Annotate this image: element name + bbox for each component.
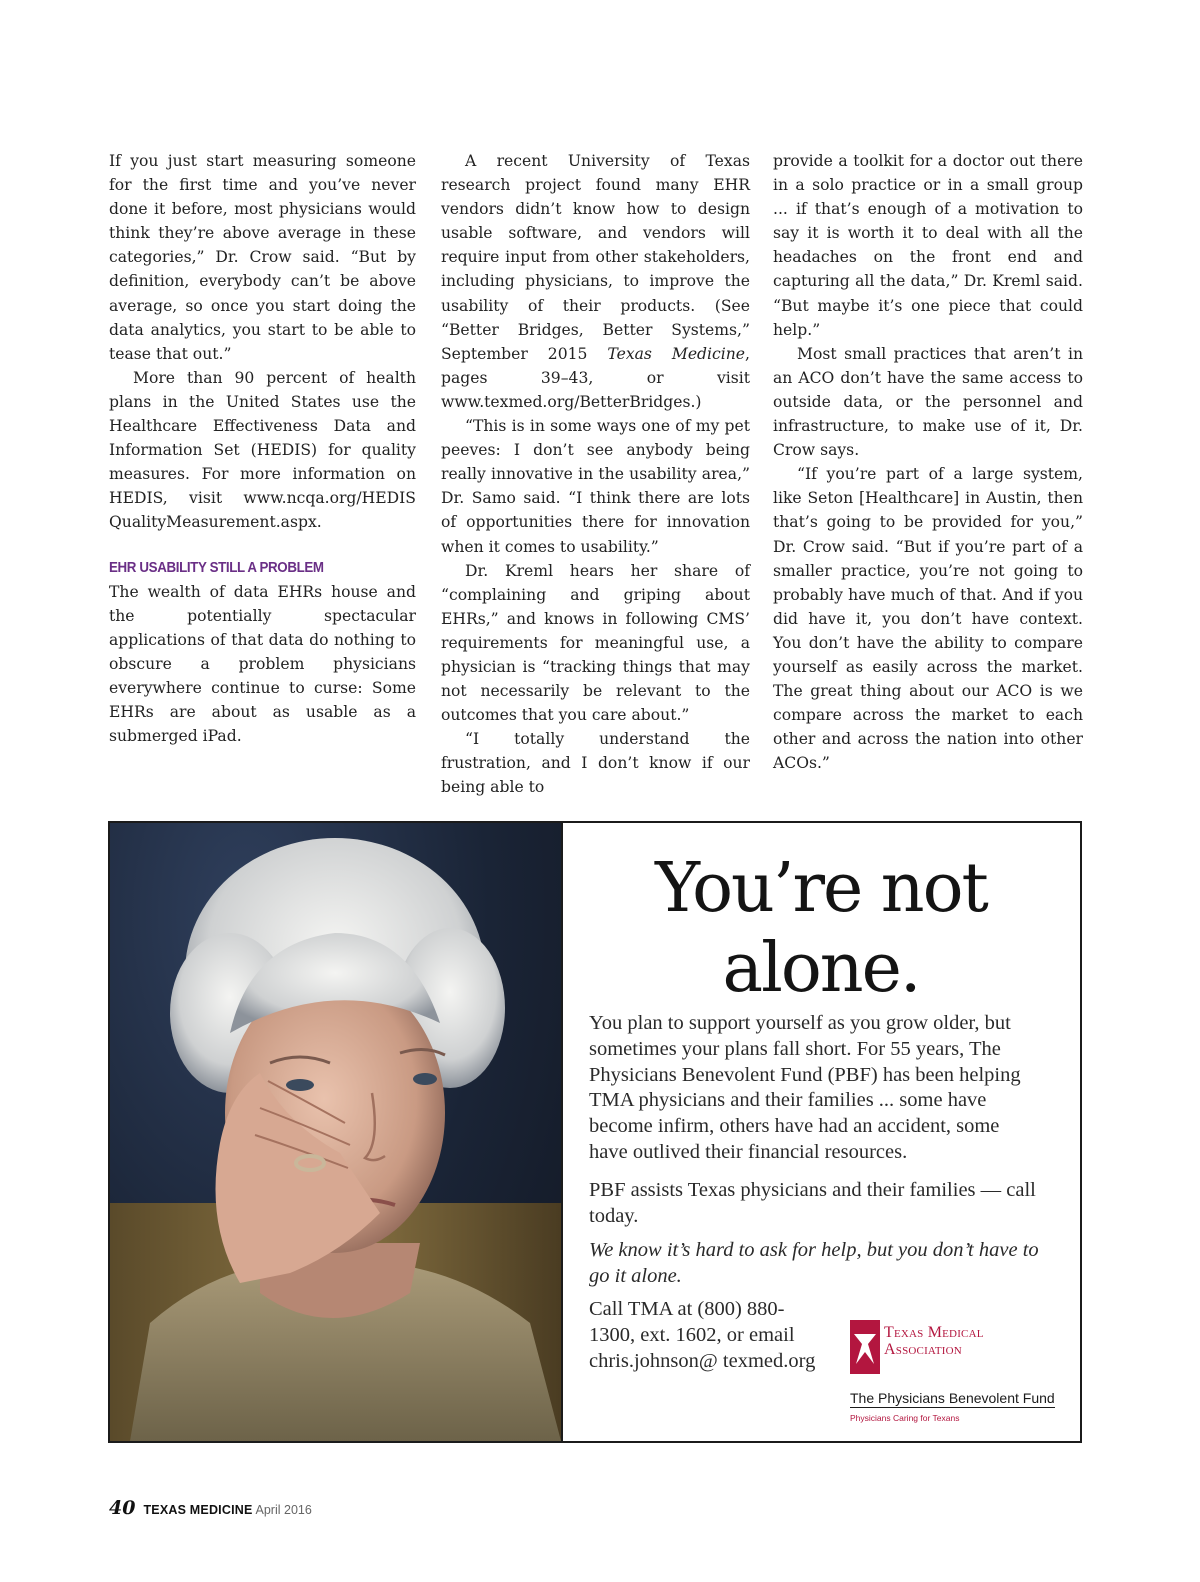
paragraph-text: A recent University of Texas research project found many EHR vendors didn’t know how to design usable software, and vendors will require input from other stakeholders, including physicians, to improve the usability of their products. (See “Better Bridges, Better Systems,” September 2015 xyxy=(441,152,750,363)
article-paragraph: More than 90 percent of health plans in the United States use the Healthcare Effectiveness Data and Information Set (HEDIS) for quality measures. For more information on HEDIS, visit www.ncqa.org/HEDIS QualityMeasurement.aspx. xyxy=(109,368,416,532)
article-paragraph: Most small practices that aren’t in an ACO don’t have the same access to outside data, or the personnel and infrastructure, to make use of it, Dr. Crow says. xyxy=(773,344,1083,460)
article-paragraph: “If you’re part of a large system, like Seton [Healthcare] in Austin, then that’s going to be provided for you,” Dr. Crow said. “But if you’re part of a smaller practice, you’re not going to probably have much of that. And if you did have it, you don’t have context. You don’t have the ability to compare yourself as easily across the market. The great thing about our ACO is we compare across the market to each other and across the nation into other ACOs.” xyxy=(773,465,1083,773)
article-paragraph: Dr. Kreml hears her share of “complaining and griping about EHRs,” and knows in following CMS’ requirements for meaningful use, a physician is “tracking things that may not necessarily be relevant to the outcomes that you care about.” xyxy=(441,561,750,725)
article-column-1 xyxy=(109,149,416,748)
article-paragraph: “This is in some ways one of my pet peeves: I don’t see anybody being really innovative in the usability area,” Dr. Samo said. “I think there are lots of opportunities there for innovation when it comes to usability.” xyxy=(441,417,750,556)
ad-contact-info: Call TMA at (800) 880-1300, ext. 1602, or email chris.johnson@ texmed.org xyxy=(589,1298,816,1372)
page-footer xyxy=(109,1497,312,1519)
tma-name-line: Texas Medical xyxy=(884,1324,984,1341)
ad-photo xyxy=(110,823,563,1441)
ad-body-paragraph: PBF assists Texas physicians and their families — call today. xyxy=(589,1179,1036,1227)
tma-name-line: Association xyxy=(884,1341,962,1358)
issue-date: April 2016 xyxy=(255,1503,312,1517)
ad-copy xyxy=(562,823,1080,1441)
article-column-3 xyxy=(773,149,1083,775)
article-paragraph xyxy=(441,149,750,414)
article-paragraph: provide a toolkit for a doctor out there in a solo practice or in a small group ... if that’s enough of a motivation to say it is worth it to deal with all the headaches on the front end and capturing all the data,” Dr. Kreml said. “But maybe it’s one piece that could help.” xyxy=(773,152,1083,339)
ad-tagline-italic: We know it’s hard to ask for help, but you don’t have to go it alone. xyxy=(589,1239,1039,1287)
woman-portrait-illustration xyxy=(110,823,561,1441)
fund-name: The Physicians Benevolent Fund xyxy=(850,1390,1055,1406)
tma-logo xyxy=(850,1320,1060,1423)
article-column-2 xyxy=(441,149,750,800)
ad-body-paragraph: You plan to support yourself as you grow older, but sometimes your plans fall short. For 55 years, The Physicians Benevolent Fund (PBF) has been helping TMA physicians and their families ... some have become infirm, others have had an accident, some have outlived their financial resources. xyxy=(589,1012,1021,1163)
advertisement xyxy=(108,821,1082,1443)
publication-title: Texas Medicine xyxy=(607,344,746,363)
ad-headline xyxy=(562,849,1080,1009)
fund-tagline: Physicians Caring for Texans xyxy=(850,1413,960,1423)
article-paragraph: “I totally understand the frustration, and I don’t know if our being able to xyxy=(441,730,750,797)
ad-headline-line: You’re not xyxy=(655,849,987,928)
article-paragraph: The wealth of data EHRs house and the potentially spectacular applications of that data do nothing to obscure a problem physicians everywhere continue to curse: Some EHRs are about as usable as a submerged iPad. xyxy=(109,582,416,746)
article-paragraph: If you just start measuring someone for the first time and you’ve never done it before, most physicians would think they’re above average in these categories,” Dr. Crow said. “But by definition, everybody can’t be above average, so once you start doing the data analytics, you start to be able to tease that out.” xyxy=(109,152,416,363)
section-subhead: EHR USABILITY STILL A PROBLEM xyxy=(109,559,324,576)
tma-star-icon xyxy=(850,1320,880,1374)
publication-name: TEXAS MEDICINE xyxy=(143,1503,253,1517)
ad-headline-line: alone. xyxy=(722,929,920,1008)
page-number: 40 xyxy=(109,1497,136,1519)
paragraph-text: , pages 39–43, or visit www.texmed.org/BetterBridges.) xyxy=(441,344,750,411)
tma-name xyxy=(884,1324,984,1358)
